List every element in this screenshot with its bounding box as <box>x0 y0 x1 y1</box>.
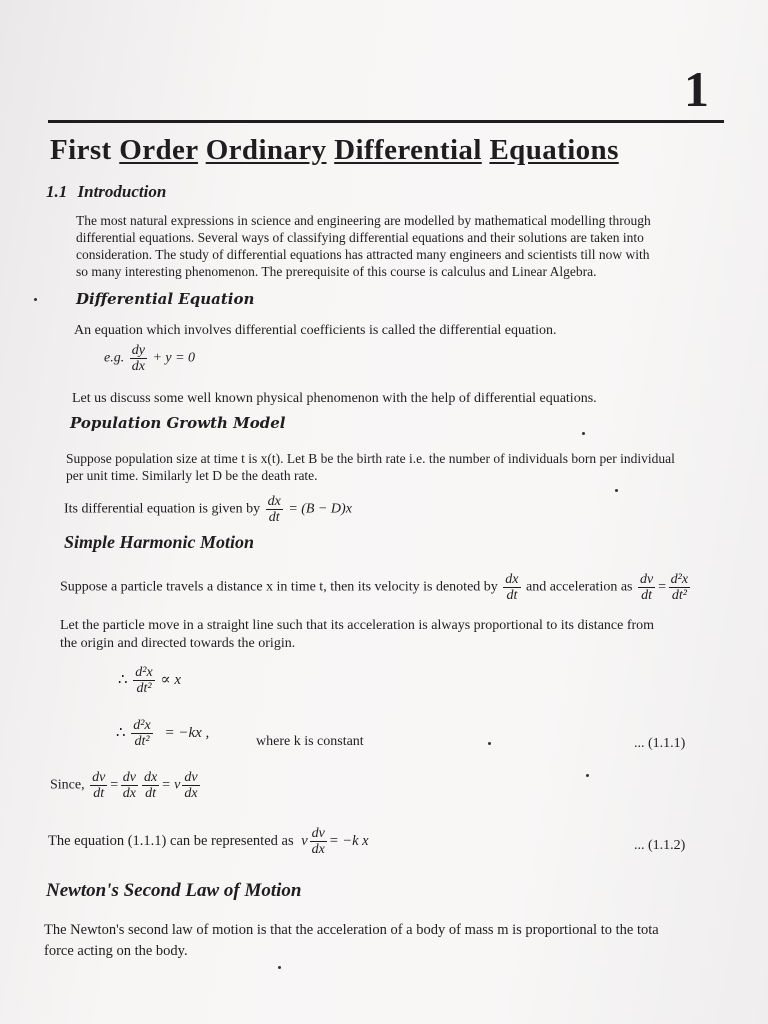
therefore-symbol: ∴ <box>118 671 128 688</box>
fraction-numerator: dx <box>144 770 158 785</box>
population-equation <box>64 494 352 525</box>
scan-speck <box>582 432 585 435</box>
fraction <box>131 718 152 749</box>
proportional-equation <box>118 665 181 696</box>
equals-sign: = <box>109 777 119 793</box>
equation-label: ... (1.1.1) <box>634 736 686 751</box>
example-rest: + y = 0 <box>152 350 196 366</box>
section-number: 1.1 <box>46 182 68 201</box>
fraction-denominator: dt <box>268 510 280 525</box>
intro-line: so many interesting phenomenon. The prerequisite of this course is calculus and Linear Algebra. <box>76 264 597 279</box>
fraction-denominator: dx <box>184 786 198 801</box>
newton-heading: Newton's Second Law of Motion <box>46 880 302 901</box>
equation-note: where k is constant <box>256 734 364 749</box>
population-line: Suppose population size at time t is x(t). Let B be the birth rate i.e. the number of individuals born per individual <box>66 451 675 466</box>
newton-line: The Newton's second law of motion is that the acceleration of a body of mass m is proportional to the tota <box>44 922 659 938</box>
since-equation <box>50 770 202 801</box>
fraction <box>121 770 138 801</box>
scan-speck <box>586 774 589 777</box>
chapter-title <box>50 134 619 167</box>
fraction-numerator: dv <box>311 826 325 841</box>
represented-equation <box>48 826 369 857</box>
differential-equation-definition: An equation which involves differential coefficients is called the differential equation. <box>74 323 557 338</box>
fraction-numerator: d²x <box>135 665 153 680</box>
scan-speck <box>34 298 37 301</box>
intro-line: The most natural expressions in science and engineering are modelled by mathematical modelling through <box>76 213 651 228</box>
shm-line: Let the particle move in a straight line such that its acceleration is always proportional to its distance from <box>60 618 655 633</box>
differential-equation-heading: Differential Equation <box>76 290 255 308</box>
fraction-numerator: d²x <box>133 718 151 733</box>
population-line: per unit time. Similarly let D be the death rate. <box>66 468 318 483</box>
shm-velocity-line <box>60 572 692 603</box>
fraction <box>133 665 154 696</box>
fraction-numerator: dv <box>92 770 106 785</box>
equation-prefix: Its differential equation is given by <box>64 501 261 517</box>
chapter-title-word: First <box>50 134 112 166</box>
fraction-denominator: dt <box>641 588 653 603</box>
fraction <box>310 826 327 857</box>
intro-line: consideration. The study of differential equations has attracted many engineers and scientists till now with <box>76 247 650 262</box>
velocity-text: Suppose a particle travels a distance x in time t, then its velocity is denoted by <box>60 579 498 595</box>
fraction-numerator: dv <box>122 770 136 785</box>
fraction <box>503 572 520 603</box>
therefore-symbol: ∴ <box>116 724 126 741</box>
fraction-numerator: dv <box>184 770 198 785</box>
example-prefix: e.g. <box>104 350 125 366</box>
fraction <box>90 770 107 801</box>
fraction-denominator: dt <box>145 786 157 801</box>
chapter-title-word: Ordinary <box>205 134 327 166</box>
equals-sign: = <box>657 579 667 595</box>
fraction-denominator: dx <box>131 359 145 374</box>
equals-v: = v <box>161 777 181 793</box>
fraction-numerator: d²x <box>670 572 689 587</box>
fraction-numerator: dx <box>505 572 519 587</box>
fraction <box>182 770 199 801</box>
chapter-number: 1 <box>684 61 709 117</box>
fraction <box>266 494 283 525</box>
fraction <box>669 572 690 603</box>
represented-text: The equation (1.1.1) can be represented as <box>48 832 294 849</box>
fraction-numerator: dx <box>267 494 281 509</box>
section-heading <box>46 182 166 202</box>
fraction-denominator: dt² <box>134 734 150 749</box>
chapter-title-word: Equations <box>489 134 619 166</box>
equation-rest: = −kx , <box>164 724 210 741</box>
chapter-title-word: Order <box>119 134 199 166</box>
followup-text: Let us discuss some well known physical phenomenon with the help of differential equations. <box>72 391 597 406</box>
fraction <box>142 770 159 801</box>
equation-rest: = (B − D)x <box>288 501 352 517</box>
equation-label: ... (1.1.2) <box>634 838 686 853</box>
chapter-title-word: Differential <box>334 134 482 166</box>
fraction-denominator: dt <box>506 588 518 603</box>
fraction-denominator: dt <box>93 786 105 801</box>
fraction <box>130 343 147 374</box>
newton-line: force acting on the body. <box>44 943 188 959</box>
acceleration-text: and acceleration as <box>526 579 633 595</box>
fraction-denominator: dx <box>311 842 325 857</box>
example-equation <box>104 343 195 374</box>
v-symbol: v <box>301 832 308 849</box>
chapter-rule <box>48 120 724 123</box>
fraction-denominator: dt² <box>136 681 152 696</box>
since-text: Since, <box>50 777 85 793</box>
equation-rest: ∝ x <box>160 671 182 688</box>
population-heading: Population Growth Model <box>70 414 286 432</box>
fraction-numerator: dv <box>640 572 654 587</box>
shm-heading: Simple Harmonic Motion <box>64 532 255 552</box>
fraction-denominator: dt² <box>671 588 687 603</box>
scan-speck <box>278 966 281 969</box>
fraction <box>638 572 655 603</box>
fraction-numerator: dy <box>131 343 145 358</box>
equation-rest: = −k x <box>328 832 369 849</box>
shm-line: the origin and directed towards the origin. <box>60 636 296 651</box>
section-title: Introduction <box>77 182 167 201</box>
scan-speck <box>488 742 491 745</box>
shm-equation <box>116 718 209 749</box>
scan-speck <box>615 489 618 492</box>
fraction-denominator: dx <box>122 786 136 801</box>
intro-line: differential equations. Several ways of classifying differential equations and their solutions are taken into <box>76 230 644 245</box>
